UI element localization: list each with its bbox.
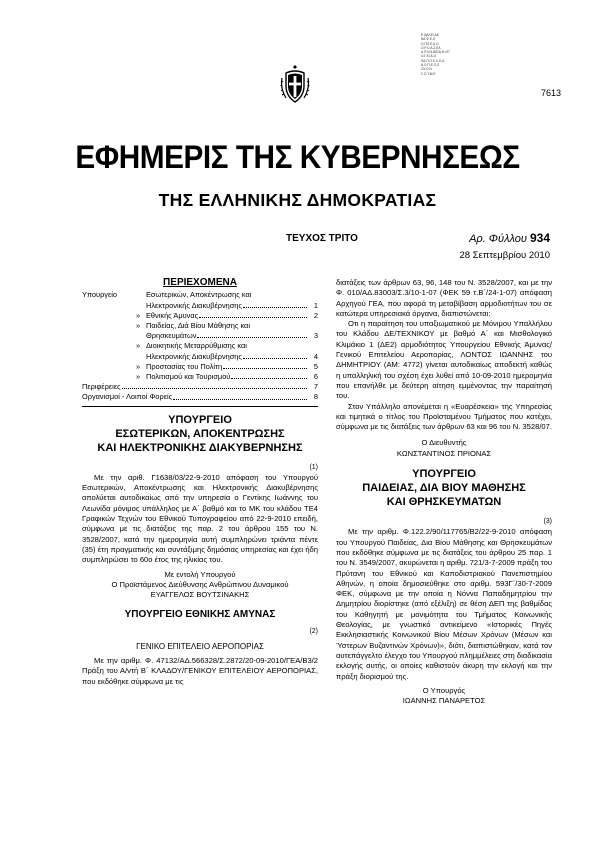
contents-section [82, 372, 130, 382]
contents-entry: Διοικητικής Μεταρρύθμισης και [146, 341, 247, 351]
ditto-mark: » [135, 320, 141, 330]
contents-entry: Προστασίας του Πολίτη [146, 361, 223, 371]
contents-page: 4 [313, 351, 318, 361]
contents-row [82, 352, 318, 362]
contents-entry: Ηλεκτρονικής Διακυβέρνησης [146, 351, 242, 361]
issue-date: 28 Σεπτεμβρίου 2010 [459, 250, 550, 261]
left-column [82, 278, 318, 687]
ministry-line: ΥΠΟΥΡΓΕΙΟ [412, 468, 476, 481]
stamp-line: Σ.Ο.Τ.Μ.Ε [421, 71, 436, 76]
contents-entry: Περιφέρειες [82, 382, 121, 392]
ditto-mark [130, 352, 146, 362]
contents-page: 2 [313, 310, 318, 320]
ministry-heading-defence: ΥΠΟΥΡΓΕΙΟ ΕΘΝΙΚΗΣ ΑΜΥΝΑΣ [124, 609, 276, 621]
decision-text: διατάξεις των άρθρων 63, 96, 148 του Ν. 3528/2007, και με την Φ. 010/ΑΔ.83003/Σ.3/10-1-07 (ΦΕΚ 59 τ.Β΄/24-1-07) απόφαση Αρχηγού ΓΕΑ, που αφορά τη μεταβίβαση αρμοδιοτήτων του σε κατώτερα υπηρεσιακά όργανα, διαπιστώνεται: [336, 278, 552, 318]
dot-leader [199, 311, 307, 318]
contents-section: Υπουργείο [82, 290, 118, 300]
ministry-line: ΠΑΙΔΕΙΑΣ, ΔΙΑ ΒΙΟΥ ΜΑΘΗΣΗΣ [362, 482, 526, 495]
contents-page: 6 [313, 371, 318, 381]
stamp-line: Α.Π.Ν.5.ΒΑΤΑ.Η.ΛΠ [421, 50, 450, 55]
decision-text: Με την αριθμ. Φ.122.2/90/117765/Β2/22-9-2010 απόφαση του Υπουργού Παιδείας, Δια Βίου Μάθησης και Θρησκευμάτων που εκδόθηκε σύμφωνα με τις διατάξεις του άρθρου 25 παρ. 1 του Ν. 3549/2007, ακυρώνεται η αριθμ. 721/3-7-2009 πράξη του Πρύτανη του Εθνικού και Καποδιστριακού Πανεπιστημίου Αθηνών, η οποία δημοσιεύθηκε στο αριθμ. 593Γ΄/30-7-2009 ΦΕΚ, σύμφωνα με την οποία η Νόννα Παπαδημητρίου την Δημητρίου διορίστηκε (από εξέλιξη) σε θέση ΔΕΠ της βαθμίδας του Καθηγητή με μονιμότητα του Τμήματος Κοινωνικής Θεολογίας, με γνωστικό αντικείμενο «Ιστορικές Πηγές Εκκλησιαστικής Κοινωνικού Βίου Μέσων Χρόνων (Μέσων και Ύστερων Βυζαντινών Χρόνων)», διότι, διαπιστώθηκαν, κατά τον αυτεπάγγελτο έλεγχο του Υπουργού πλημμέλειες στη διαδικασία εκλογής αυτής, οι οποίες καθιστούν άκυρη την εκλογή και την πράξη διορισμού της. [336, 527, 552, 681]
decision-number: (2) [309, 628, 318, 636]
sheet-number [469, 231, 550, 245]
contents-row [82, 290, 318, 300]
contents-entry: Εθνικής Άμυνας [146, 310, 199, 320]
decision-text: Με την αριθ. Γ1638/03/22-9-2010 απόφαση του Υπουργού Εσωτερικών, Αποκέντρωσης και Ηλεκτρονικής Διακυβέρνησης απολύεται αυτοδικαίως από την υπηρεσία ο Γεντίκης Ιωάννης του Λεωνίδα μόνιμος υπάλληλος με Α΄ βαθμό και το ΜΚ του κλάδου ΤΕ4 Γραφικών Τεχνών του Εθνικού Τυπογραφείου από 22-9-2010 επειδή, σύμφωνα με τις διατάξεις της παρ. 2 του άρθρου 155 του Ν. 3528/2007, κατά την ημερομηνία αυτή συμπληρώνει τριάντα πέντε (35) έτη πραγματικής και συντάξιμης δημόσιας υπηρεσίας και έχει ήδη συμπληρώσει το 60ο έτος της ηλικίας του. [82, 472, 318, 565]
gazette-subtitle: ΤΗΣ ΕΛΛΗΝΙΚΗΣ ΔΗΜΟΚΡΑΤΙΑΣ [158, 190, 437, 210]
contents-row [82, 392, 318, 402]
ministry-line: ΥΠΟΥΡΓΕΙΟ [168, 413, 232, 426]
ministry-line: ΚΑΙ ΗΛΕΚΤΡΟΝΙΚΗΣ ΔΙΑΚΥΒΕΡΝΗΣΗΣ [97, 441, 303, 454]
contents-section [82, 331, 130, 341]
contents-page: 5 [313, 361, 318, 371]
ditto-mark [130, 331, 146, 341]
ditto-mark: » [135, 361, 141, 371]
contents-section [82, 321, 130, 331]
contents-page: 8 [313, 392, 318, 402]
contents-row [82, 311, 318, 321]
page-number: 7613 [540, 88, 561, 98]
subheading: ΓΕΝΙΚΟ ΕΠΙΤΕΛΕΙΟ ΑΕΡΟΠΟΡΙΑΣ [136, 641, 264, 651]
contents-row [82, 341, 318, 351]
signer-name: ΕΥΑΓΓΕΛΟΣ ΒΟΥΤΣΙΝΑΚΗΣ [150, 590, 250, 600]
stamp-line: ΟΥ.Ο.Ν [421, 67, 432, 72]
contents-row [82, 321, 318, 331]
stamp-line: Ο.Γ.ΕΙ.Α.Ο [421, 54, 437, 59]
ditto-mark [130, 290, 146, 300]
decision-text: Οτι η παραίτηση του υπαξιωματικού με Μόνιμου Υπαλλήλου του Κλάδου ΔΕ/ΤΕΧΝΙΚΟΥ με βαθμό Α΄ και Μισθολογικό Κλιμάκιο 1 (ΔΕ2) αρμοδιότητος Υπουργείου Εθνικής Άμυνας/Γενικού Επιτελείου Αεροπορίας, ΛΟΝΤΟΣ ΙΩΑΝΝΗΣ του ΔΗΜΗΤΡΙΟΥ (ΑΜ: 4772) γίνεται αυτοδικαίως αποδεκτή καθώς η υπαλληλική του σχέση έχει λυθεί από 10-09-2010 ημερομηνία που επανήλθε με δεύτερη αίτηση εμμένοντας την παραίτησή του. [336, 319, 552, 401]
contents-page: 7 [313, 382, 318, 392]
signer-name: ΙΩΑΝΝΗΣ ΠΑΝΑΡΕΤΟΣ [402, 696, 486, 706]
contents-page [308, 321, 318, 331]
ditto-mark: » [135, 371, 141, 381]
ditto-mark [130, 301, 146, 311]
stamp-line: Α.Ο.Π.Ε.Π.Ο [421, 63, 440, 68]
order-note: Με εντολή Υπουργού [164, 569, 236, 579]
ministry-heading-interior [82, 413, 318, 455]
contents-row [82, 382, 318, 392]
dot-leader [223, 362, 307, 369]
seal-stamp [421, 33, 491, 76]
contents-section [82, 362, 130, 372]
contents-entry: Ηλεκτρονικής Διακυβέρνησης [146, 300, 242, 310]
contents-heading: ΠΕΡΙΕΧΟΜΕΝΑ [163, 277, 237, 288]
contents-row [82, 301, 318, 311]
decision-number: (1) [309, 463, 318, 471]
ditto-mark: » [135, 341, 141, 351]
gazette-title: ΕΦΗΜΕΡΙΣ ΤΗΣ ΚΥΒΕΡΝΗΣΕΩΣ [75, 139, 520, 175]
contents-entry: Οργανισμοί - Λοιποί Φορείς [82, 392, 173, 402]
signer-title: Ο Υπουργός [422, 685, 466, 695]
stamp-line: Ο.Ρ.Ο.Α.Σ.ΕΑ [421, 45, 441, 50]
greek-coat-of-arms-icon [280, 64, 310, 104]
signer-title: Ο Διευθυντής [421, 438, 467, 448]
contents-page: 3 [313, 331, 318, 341]
stamp-line: Ο.ΠΟ.Ε.Α.Ο [421, 41, 439, 46]
ditto-mark: » [135, 310, 141, 320]
contents-row [82, 372, 318, 382]
signer-title: Ο Προϊστάμενος Διεύθυνσης Ανθρώπινου Δυναμικού [111, 579, 289, 589]
ministry-heading-education [336, 467, 552, 509]
issue-volume: ΤΕΥΧΟΣ ΤΡΙΤΟ [286, 233, 358, 244]
decision-number: (3) [543, 518, 552, 526]
contents-section [82, 341, 130, 351]
stamp-line: ΝΑ.Φ.Ε.Ο [421, 37, 436, 42]
contents-section [82, 352, 130, 362]
signer-name: ΚΩΝΣΤΑΝΤΙΝΟΣ ΠΡΙΟΝΑΣ [396, 448, 492, 458]
right-column [336, 278, 552, 706]
dot-leader [243, 301, 307, 308]
decision-text: Στον Υπάλληλο απονέμεται η «Ευαρέσκεια» της Υπηρεσίας και τιμητικά ο τίτλος του Προϊσταμένου Τμήματος που κατέχει, σύμφωνα με τις διατάξεις των άρθρων 63 και 96 του Ν. 3528/07. [336, 401, 552, 432]
contents-page: 1 [313, 300, 318, 310]
dot-leader [122, 382, 307, 389]
decision-text: Με την αριθμ. Φ. 47132/ΑΔ.566328/Σ.2872/20-09-2010/ΓΕΑ/Β3/2 Πράξη του Α/ντή Β΄ ΚΛΑΔΟΥ/ΓΕΝΙΚΟΥ ΕΠΙΤΕΛΕΙΟΥ ΑΕΡΟΠΟΡΙΑΣ, που εκδόθηκε σύμφωνα με τις [82, 655, 318, 686]
dot-leader [243, 352, 307, 359]
contents-row [82, 331, 318, 341]
dot-leader [197, 331, 307, 338]
contents-table [82, 290, 318, 402]
contents-entry: Θρησκευμάτων [146, 331, 197, 341]
sheet-number-value: 934 [529, 231, 550, 245]
contents-page [308, 341, 318, 351]
contents-section [82, 311, 130, 321]
stamp-line: Ε.ΘΑΛΕΙ.ΑΚ [421, 33, 439, 37]
ministry-line: ΕΣΩΤΕΡΙΚΩΝ, ΑΠΟΚΕΝΤΡΩΣΗΣ [115, 427, 285, 440]
divider [82, 406, 318, 407]
sheet-label: Αρ. Φύλλου [469, 233, 527, 245]
contents-section [82, 301, 130, 311]
contents-page [308, 290, 318, 300]
contents-entry: Παιδείας, Διά Βίου Μάθησης και [146, 320, 250, 330]
contents-entry: Εσωτερικών, Αποκέντρωσης και [146, 290, 252, 300]
dot-leader [173, 392, 307, 399]
stamp-line: ΠΑ.Π.Ο.Ε.Λ.Ο.Α [421, 58, 445, 63]
dot-leader [231, 372, 307, 379]
ministry-line: ΚΑΙ ΘΡΗΣΚΕΥΜΑΤΩΝ [386, 496, 502, 509]
contents-row [82, 362, 318, 372]
contents-entry: Πολιτισμού και Τουρισμού [146, 371, 231, 381]
